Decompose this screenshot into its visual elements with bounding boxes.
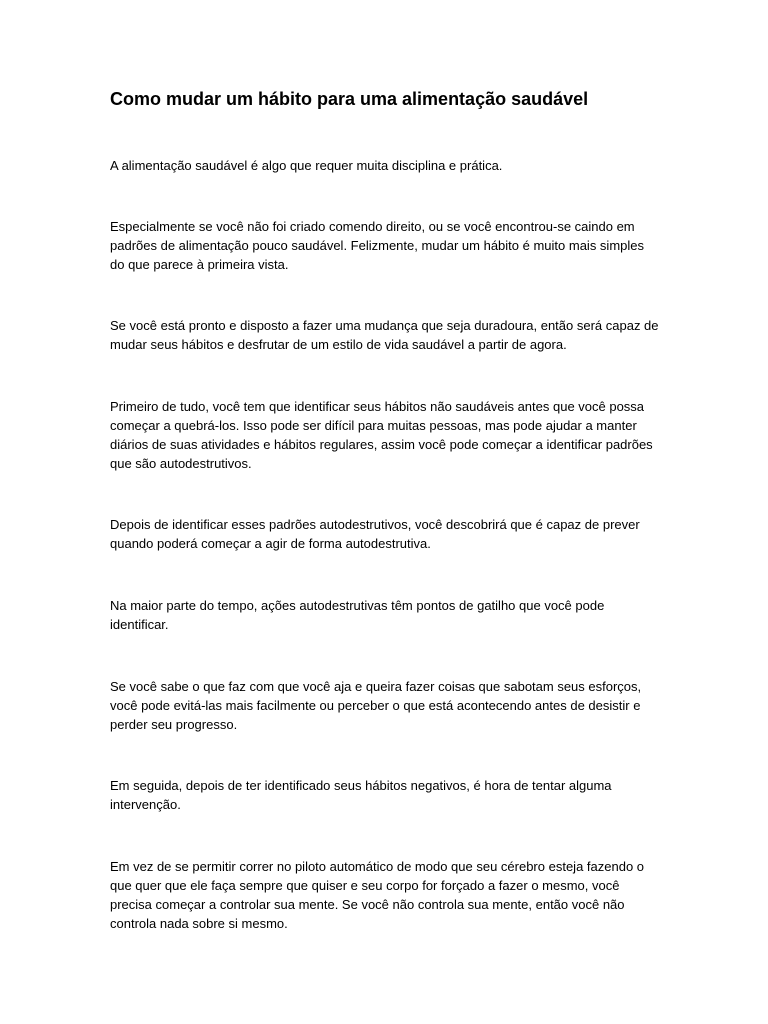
paragraph: Na maior parte do tempo, ações autodestrutivas têm pontos de gatilho que você pode identificar. [110,598,605,632]
paragraph: Se você sabe o que faz com que você aja e queira fazer coisas que sabotam seus esforços, você pode evitá-las mais facilmente ou perceber o que está acontecendo antes de desistir e perder seu progresso. [110,679,642,732]
paragraph: Depois de identificar esses padrões autodestrutivos, você descobrirá que é capaz de prever quando poderá começar a agir de forma autodestrutiva. [110,517,640,551]
paragraph: Primeiro de tudo, você tem que identificar seus hábitos não saudáveis antes que você possa começar a quebrá-los. Isso pode ser difícil para muitas pessoas, mas pode ajudar a manter diários de suas atividades e hábitos regulares, assim você pode começar a identificar padrões que são autodestrutivos. [110,399,653,471]
paragraph: Em seguida, depois de ter identificado seus hábitos negativos, é hora de tentar alguma intervenção. [110,778,612,812]
paragraph: Especialmente se você não foi criado comendo direito, ou se você encontrou-se caindo em padrões de alimentação pouco saudável. Felizmente, mudar um hábito é muito mais simples do que parece à primeira vista. [110,219,644,272]
paragraph: Em vez de se permitir correr no piloto automático de modo que seu cérebro esteja fazendo o que quer que ele faça sempre que quiser e seu corpo for forçado a fazer o mesmo, você precisa começar a controlar sua mente. Se você não controla sua mente, então você não controla nada sobre si mesmo. [110,859,645,931]
paragraph: A alimentação saudável é algo que requer muita disciplina e prática. [110,158,503,173]
paragraph: Se você está pronto e disposto a fazer uma mudança que seja duradoura, então será capaz de mudar seus hábitos e desfrutar de um estilo de vida saudável a partir de agora. [110,318,659,352]
document-title: Como mudar um hábito para uma alimentação saudável [110,89,589,109]
